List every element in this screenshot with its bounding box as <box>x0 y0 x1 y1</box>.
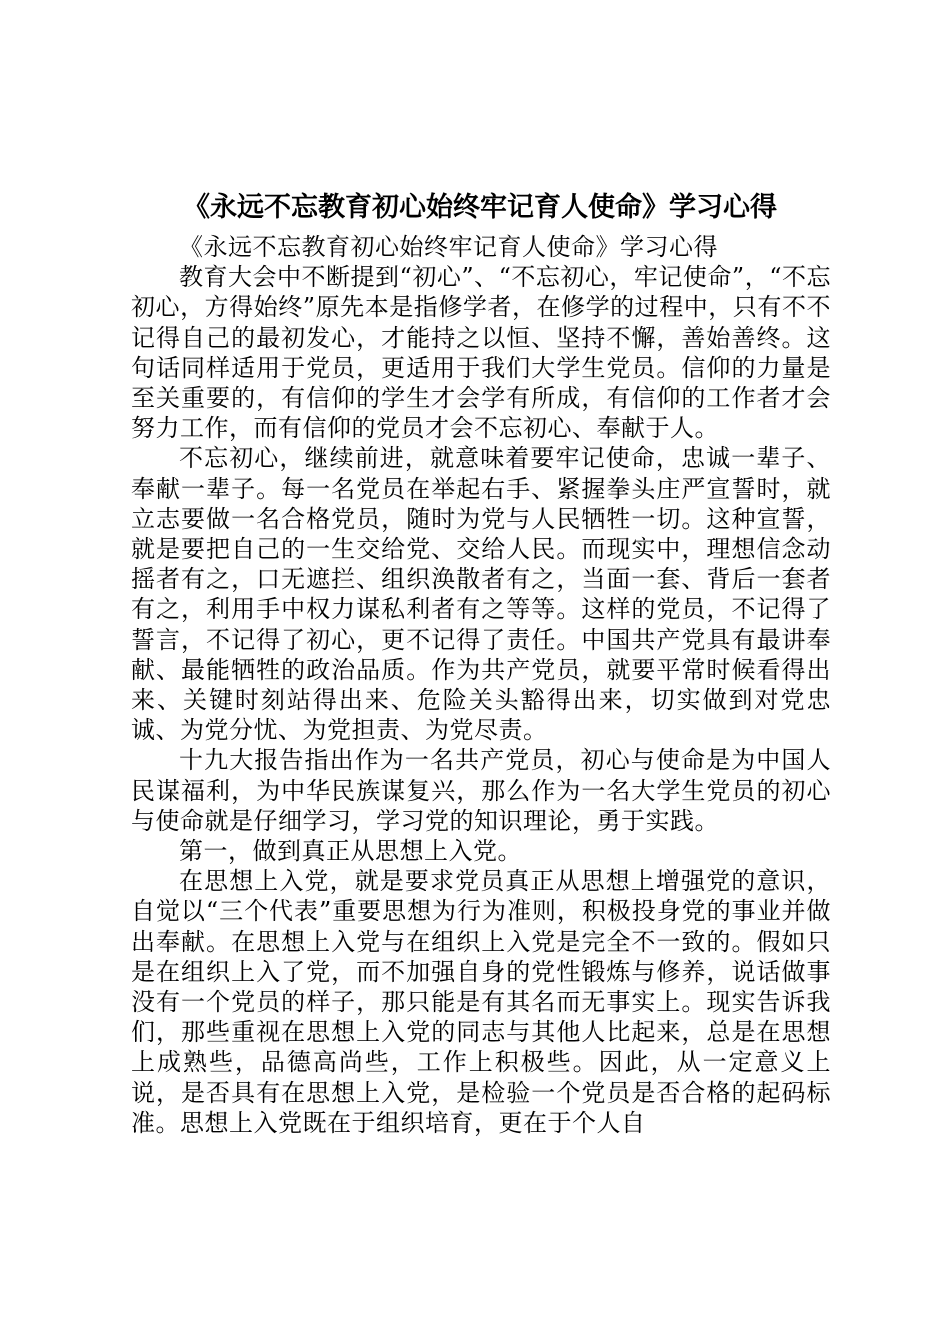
body-paragraph: 十九大报告指出作为一名共产党员，初心与使命是为中国人民谋福利，为中华民族谋复兴，那么作为一名大学生党员的初心与使命就是仔细学习，学习党的知识理论，勇于实践。 <box>131 746 831 835</box>
section-heading-paragraph: 第一，做到真正从思想上入党。 <box>179 837 522 866</box>
body-paragraph: 在思想上入党，就是要求党员真正从思想上增强党的意识，自觉以“三个代表”重要思想为行为准则，积极投身党的事业并做出奉献。在思想上入党与在组织上入党是完全不一致的。假如只是在组织上入了党，而不加强自身的党性锻炼与修养，说话做事没有一个党员的样子，那只能是有其名而无事实上。现实告诉我们，那些重视在思想上入党的同志与其他人比起来，总是在思想上成熟些，品德高尚些，工作上积极些。因此，从一定意义上说，是否具有在思想上入党，是检验一个党员是否合格的起码标准。思想上入党既在于组织培育，更在于个人自 <box>131 867 831 1137</box>
subtitle-paragraph: 《永远不忘教育初心始终牢记育人使命》学习心得 <box>179 233 718 261</box>
document-body <box>131 232 831 1138</box>
body-paragraph: 教育大会中不断提到“初心”、“不忘初心，牢记使命”，“不忘初心，方得始终”原先本是指修学者，在修学的过程中，只有不不记得自己的最初发心，才能持之以恒、坚持不懈，善始善终。这句话同样适用于党员，更适用于我们大学生党员。信仰的力量是至关重要的，有信仰的学生才会学有所成，有信仰的工作者才会努力工作，而有信仰的党员才会不忘初心、奉献于人。 <box>131 263 831 443</box>
body-paragraph: 不忘初心，继续前进，就意味着要牢记使命，忠诚一辈子、奉献一辈子。每一名党员在举起右手、紧握拳头庄严宣誓时，就立志要做一名合格党员，随时为党与人民牺牲一切。这种宣誓，就是要把自己的一生交给党、交给人民。而现实中，理想信念动摇者有之，口无遮拦、组织涣散者有之，当面一套、背后一套者有之，利用手中权力谋私利者有之等等。这样的党员，不记得了誓言，不记得了初心，更不记得了责任。中国共产党具有最讲奉献、最能牺牲的政治品质。作为共产党员，就要平常时候看得出来、关键时刻站得出来、危险关头豁得出来，切实做到对党忠诚、为党分忧、为党担责、为党尽责。 <box>131 444 831 745</box>
document-title: 《永远不忘教育初心始终牢记育人使命》学习心得 <box>183 192 777 223</box>
